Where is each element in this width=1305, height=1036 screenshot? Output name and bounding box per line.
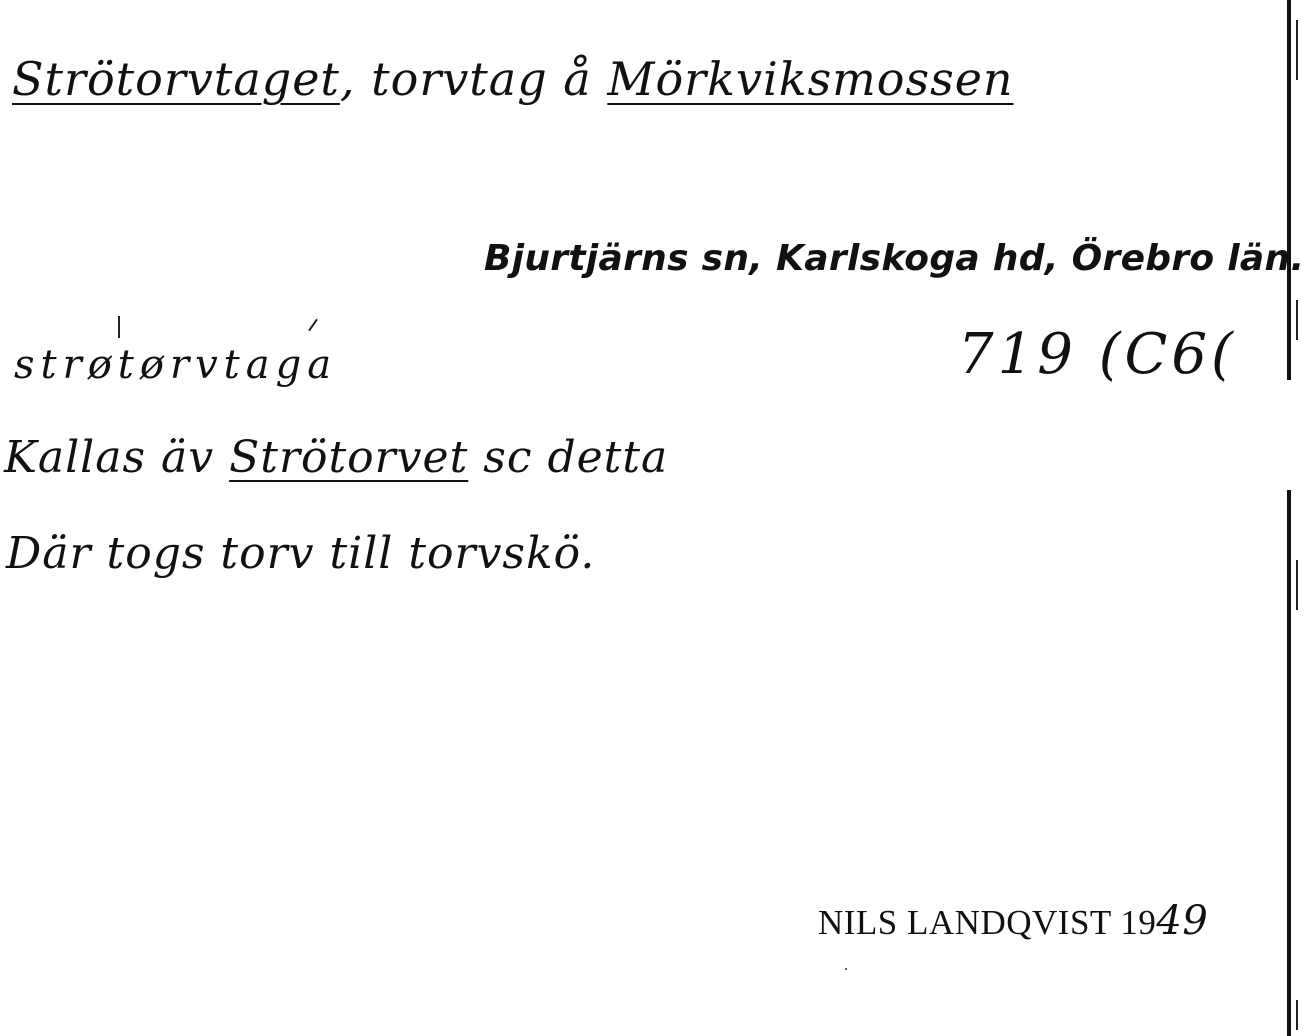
card-edge-line [1287, 0, 1291, 1036]
collector-stamp [818, 898, 1208, 944]
edge-mark [1296, 560, 1298, 610]
alt-name-prefix: Kallas äv [4, 432, 230, 483]
location-stamp: Bjurtjärns sn, Karlskoga hd, Örebro län. [484, 238, 1305, 279]
collector-year-hand: 49 [1156, 898, 1209, 944]
alt-name-suffix: sc detta [468, 432, 669, 483]
scan-speck [845, 968, 847, 970]
title-name: Strötorvtaget [12, 52, 340, 106]
reference-number: 719 (C6( [958, 322, 1237, 387]
explanation-note: Där togs torv till torvskö. [6, 528, 596, 579]
stress-mark [118, 316, 120, 338]
card-edge-gap [1287, 380, 1291, 490]
alt-name-value: Strötorvet [229, 432, 469, 483]
title-place: Mörkviksmossen [607, 52, 1014, 106]
edge-mark [1296, 1000, 1298, 1030]
collector-name: NILS LANDQVIST 19 [818, 903, 1157, 942]
alt-name-note [4, 432, 668, 483]
edge-mark [1296, 300, 1298, 340]
card-title [12, 52, 1014, 106]
phonetic-transcription: strøtørvtaga [14, 342, 338, 388]
edge-mark [1296, 20, 1298, 80]
title-connector: , torvtag å [339, 52, 608, 106]
stress-mark [308, 319, 318, 332]
